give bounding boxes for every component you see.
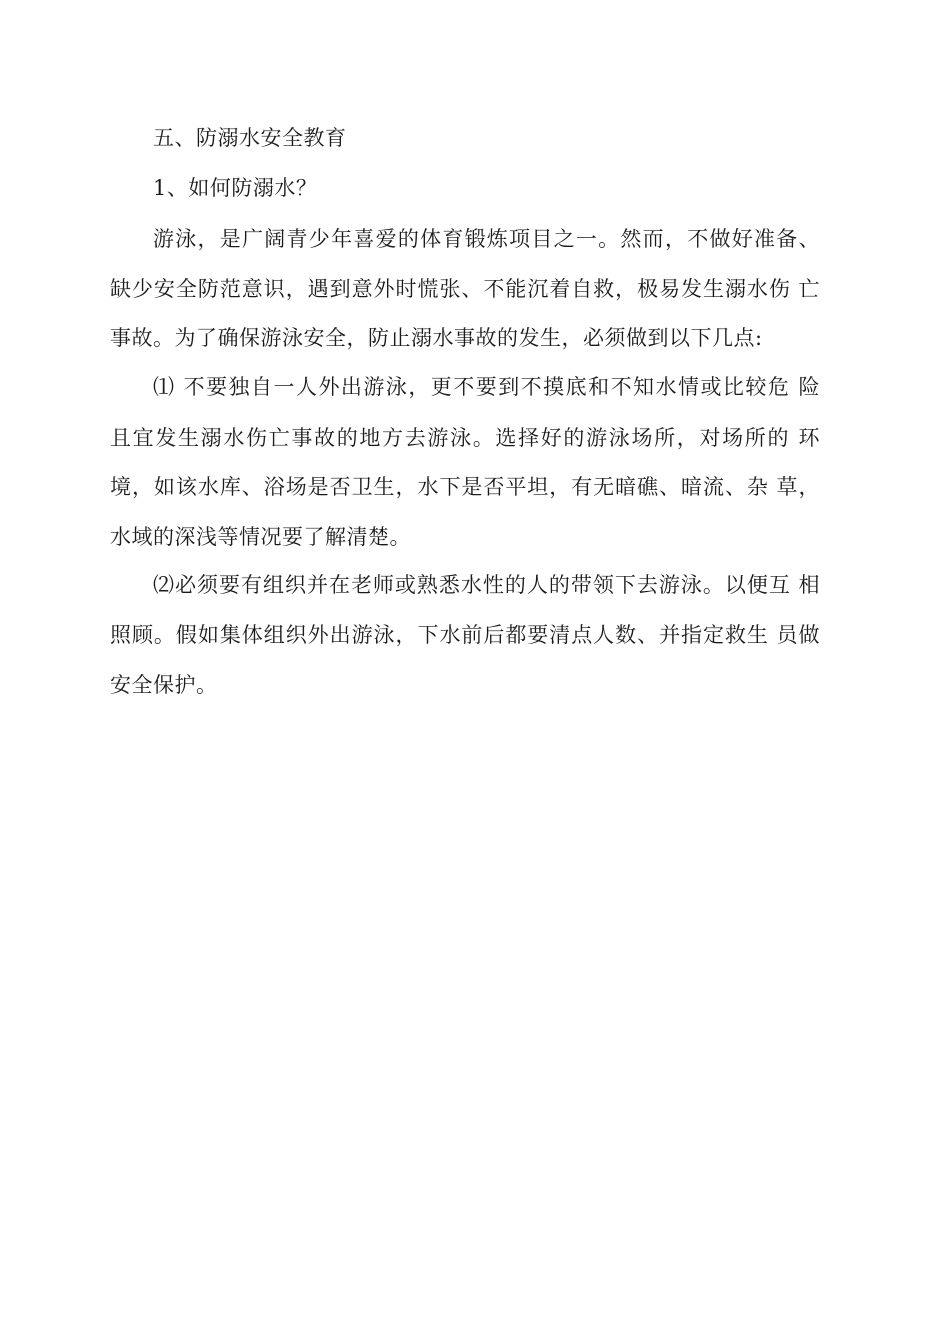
paragraph-line: ⑵必须要有组织并在老师或熟悉水性的人的带领下去游泳。以便互 相 — [153, 573, 820, 597]
paragraph-line: 境，如该水库、浴场是否卫生，水下是否平坦，有无暗礁、暗流、杂 草， — [110, 475, 820, 499]
paragraph-line: 游泳，是广阔青少年喜爱的体育锻炼项目之一。然而，不做好准备、 — [153, 227, 820, 251]
paragraph-line: 安全保护。 — [110, 673, 218, 697]
paragraph-line: 事故。为了确保游泳安全，防止溺水事故的发生，必须做到以下几点: — [110, 326, 763, 350]
section-heading: 五、防溺水安全教育 — [153, 126, 347, 150]
subsection-heading: 1、如何防溺水？ — [153, 176, 318, 200]
paragraph-line: 且宜发生溺水伤亡事故的地方去游泳。选择好的游泳场所，对场所的 环 — [110, 426, 820, 450]
paragraph-line: 照顾。假如集体组织外出游泳，下水前后都要清点人数、并指定救生 员做 — [110, 623, 820, 647]
paragraph-line: ⑴ 不要独自一人外出游泳，更不要到不摸底和不知水情或比较危 险 — [153, 375, 820, 399]
paragraph-line: 缺少安全防范意识，遇到意外时慌张、不能沉着自救，极易发生溺水伤 亡 — [110, 277, 820, 301]
paragraph-line: 水域的深浅等情况要了解清楚。 — [110, 525, 411, 549]
